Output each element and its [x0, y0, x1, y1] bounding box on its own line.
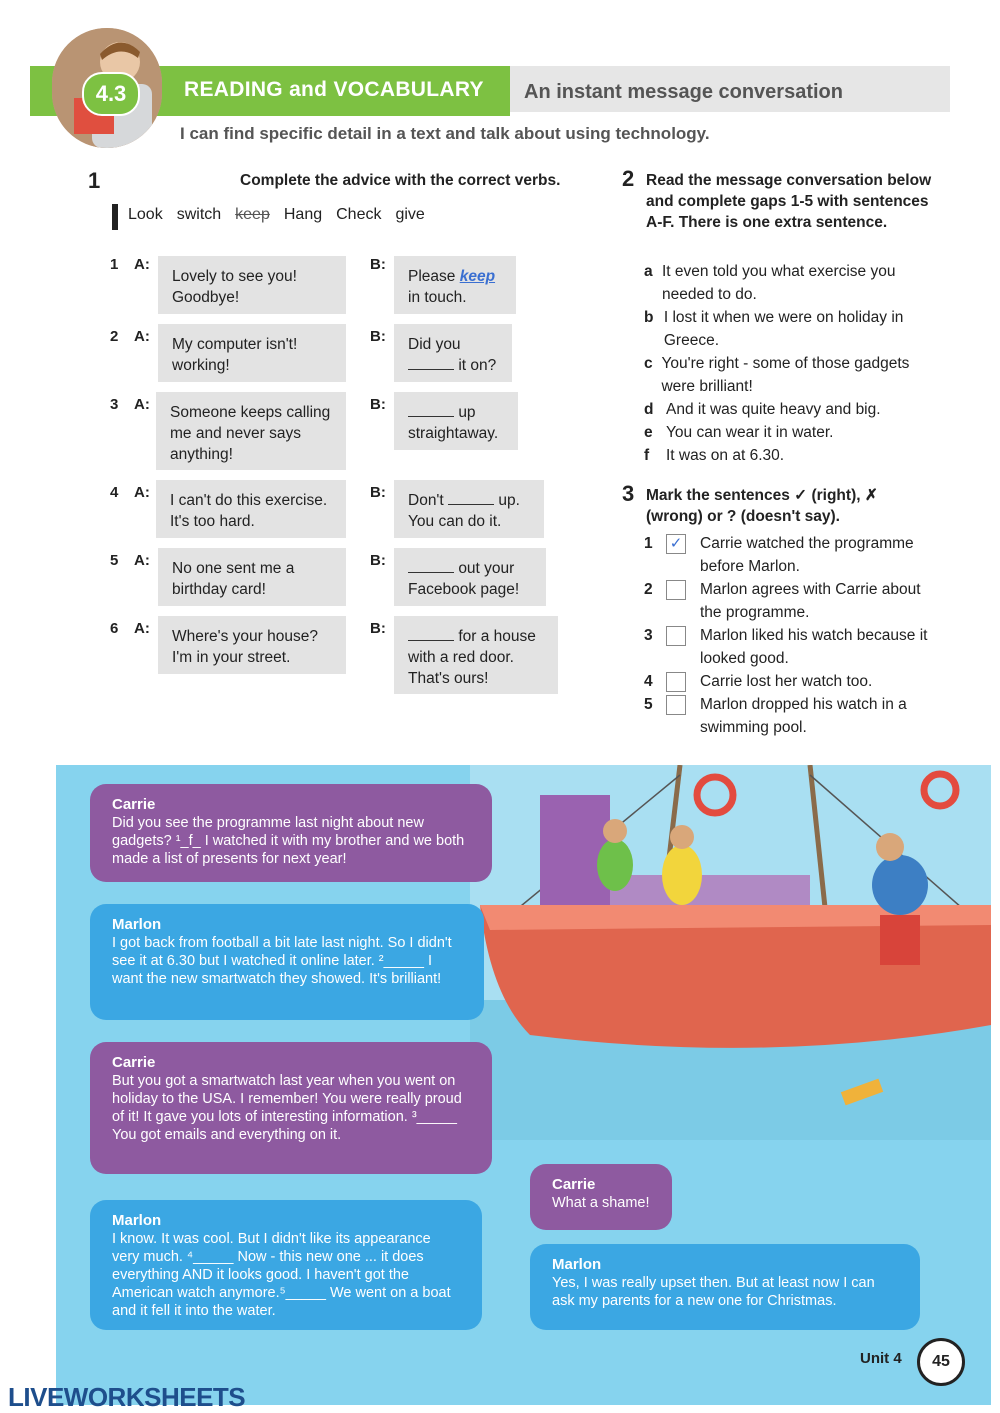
bubble-text: I can't do this exercise. It's too hard.	[170, 492, 328, 530]
word-give: give	[395, 206, 425, 223]
bubble-text: Someone keeps calling me and never says anything!	[170, 404, 331, 463]
message-sender: Marlon	[112, 916, 162, 933]
message-text: What a shame!	[552, 1195, 650, 1211]
option-key: e	[644, 424, 653, 441]
bubble-text: Lovely to see you! Goodbye!	[172, 268, 297, 306]
page-number: 45	[917, 1338, 965, 1386]
speech-bubble-a	[158, 256, 346, 314]
bubble-text: Where's your house? I'm in your street.	[172, 628, 318, 666]
message-sender: Carrie	[112, 1054, 156, 1071]
ex1-number: 1	[88, 168, 101, 193]
answer-input[interactable]	[408, 355, 454, 370]
speech-bubble-b	[394, 392, 518, 450]
chat-message-marlon	[530, 1244, 920, 1330]
item-number: 3	[644, 627, 653, 644]
speaker-b-label: B:	[370, 620, 386, 637]
answer-checkbox[interactable]: ✓	[666, 534, 686, 554]
boat-illustration	[470, 765, 991, 1140]
message-text: Yes, I was really upset then. But at least now I can ask my parents for a new one for Christmas.	[552, 1275, 875, 1309]
answer-checkbox[interactable]	[666, 626, 686, 646]
ex1-row-number: 3	[110, 396, 119, 413]
word-keep: keep	[235, 206, 270, 223]
ex1-row-number: 4	[110, 484, 119, 501]
item-number: 5	[644, 696, 653, 713]
statement-text: Carrie watched the programme before Marlon.	[700, 535, 914, 575]
option-text: You can wear it in water.	[666, 424, 834, 441]
answer-input[interactable]: keep	[459, 268, 496, 285]
bubble-text: My computer isn't! working!	[172, 336, 298, 374]
ex1-instruction: Complete the advice with the correct verbs.	[240, 172, 561, 189]
ex3-items	[644, 532, 934, 739]
option-item	[644, 260, 934, 306]
option-key: d	[644, 401, 654, 418]
statement-text: Marlon agrees with Carrie about the programme.	[700, 581, 921, 621]
option-item	[644, 398, 934, 421]
speaker-b-label: B:	[370, 256, 386, 273]
speaker-b-label: B:	[370, 396, 386, 413]
option-key: a	[644, 263, 653, 280]
ex1-row-number: 1	[110, 256, 119, 273]
answer-input[interactable]	[408, 626, 454, 641]
ex1-row-number: 5	[110, 552, 119, 569]
answer-checkbox[interactable]	[666, 695, 686, 715]
chat-message-carrie	[530, 1164, 672, 1230]
statement-item	[644, 532, 934, 578]
option-key: c	[644, 355, 653, 372]
word-hang: Hang	[283, 206, 323, 223]
option-text: And it was quite heavy and big.	[666, 401, 881, 418]
bubble-text: it on?	[458, 357, 497, 374]
message-text: I know. It was cool. But I didn't like its appearance very much. ⁴_____ Now - this new one ... it does everything AND it looks good. I haven't got the American watch anymore.⁵_____ We went on a boat and it fell it into the water.	[112, 1231, 451, 1319]
bubble-text: for a house with a red door. That's ours!	[408, 628, 536, 687]
chat-message-marlon	[90, 904, 484, 1020]
speech-bubble-b	[394, 616, 558, 694]
speech-bubble-b	[394, 324, 512, 382]
answer-input[interactable]	[448, 490, 494, 505]
bubble-text: Please	[408, 268, 460, 285]
word-check: Check	[336, 206, 382, 223]
answer-input[interactable]	[408, 402, 454, 417]
item-number: 2	[644, 581, 653, 598]
message-sender: Marlon	[112, 1212, 162, 1229]
speaker-a-label: A:	[134, 552, 150, 569]
speaker-a-label: A:	[134, 396, 150, 413]
speaker-b-label: B:	[370, 552, 386, 569]
speaker-a-label: A:	[134, 328, 150, 345]
bubble-text: No one sent me a birthday card!	[172, 560, 295, 598]
unit-label: Unit 4	[860, 1350, 902, 1367]
option-text: I lost it when we were on holiday in Greece.	[663, 309, 904, 349]
answer-checkbox[interactable]	[666, 672, 686, 692]
option-item	[644, 421, 934, 444]
bubble-text: up. You can do it.	[408, 492, 520, 530]
message-text: I got back from football a bit late last night. So I didn't see it at 6.30 but I watched it online later. ²_____ I want the new smartwatch they showed. It's brilliant!	[112, 935, 452, 987]
item-number: 1	[644, 535, 653, 552]
bubble-text: Did you	[408, 336, 461, 353]
ex2-options	[644, 260, 934, 467]
option-text: You're right - some of those gadgets were brilliant!	[661, 355, 910, 395]
ex3-instruction: Mark the sentences ✓ (right), ✗ (wrong) or ? (doesn't say).	[646, 487, 878, 525]
statement-text: Marlon liked his watch because it looked good.	[700, 627, 928, 667]
chat-message-carrie	[90, 784, 492, 882]
speech-bubble-a	[158, 616, 346, 674]
can-do-statement: I can find specific detail in a text and talk about using technology.	[180, 124, 710, 143]
ex3-number: 3	[622, 481, 635, 506]
statement-item	[644, 670, 934, 693]
speaker-a-label: A:	[134, 620, 150, 637]
option-text: It even told you what exercise you needed to do.	[661, 263, 896, 303]
speech-bubble-a	[158, 324, 346, 382]
message-text: Did you see the programme last night about new gadgets? ¹_f_ I watched it with my brother and we both made a list of presents for next year!	[112, 815, 465, 867]
message-sender: Marlon	[552, 1256, 602, 1273]
statement-text: Carrie lost her watch too.	[700, 673, 873, 690]
liveworksheets-logo: LIVEWORKSHEETS	[8, 1382, 246, 1412]
speech-bubble-a	[158, 548, 346, 606]
word-look: Look	[128, 206, 163, 223]
option-item	[644, 352, 934, 398]
bubble-text: in touch.	[408, 289, 467, 306]
ex2-instruction: Read the message conversation below and complete gaps 1-5 with sentences A-F. There is one extra sentence.	[646, 172, 932, 231]
message-sender: Carrie	[552, 1176, 596, 1193]
option-text: It was on at 6.30.	[666, 447, 785, 464]
bubble-text: out your Facebook page!	[408, 560, 520, 598]
speaker-a-label: A:	[134, 256, 150, 273]
message-text: But you got a smartwatch last year when you went on holiday to the USA. I remember! You were really proud of it! It gave you lots of interesting information. ³_____ You got emails and everything on it.	[112, 1073, 462, 1143]
ex1-row-number: 2	[110, 328, 119, 345]
statement-item	[644, 693, 934, 739]
ex2-number: 2	[622, 166, 635, 191]
answer-input[interactable]	[408, 558, 454, 573]
message-sender: Carrie	[112, 796, 156, 813]
word-box	[128, 206, 425, 224]
option-key: b	[644, 309, 654, 326]
chat-message-carrie	[90, 1042, 492, 1174]
speech-bubble-b	[394, 480, 544, 538]
speech-bubble-b	[394, 548, 546, 606]
speech-bubble-a	[156, 480, 346, 538]
word-box-marker	[112, 204, 118, 230]
bubble-text: Don't	[408, 492, 444, 509]
option-item	[644, 306, 934, 352]
option-item	[644, 444, 934, 467]
speaker-b-label: B:	[370, 484, 386, 501]
speaker-a-label: A:	[134, 484, 150, 501]
statement-item	[644, 578, 934, 624]
answer-checkbox[interactable]	[666, 580, 686, 600]
ex1-row-number: 6	[110, 620, 119, 637]
statement-item	[644, 624, 934, 670]
option-key: f	[644, 447, 650, 464]
item-number: 4	[644, 673, 653, 690]
speaker-b-label: B:	[370, 328, 386, 345]
speech-bubble-b	[394, 256, 516, 314]
page-subtitle: An instant message conversation	[524, 81, 843, 103]
statement-text: Marlon dropped his watch in a swimming pool.	[700, 696, 907, 736]
bubble-text: up straightaway.	[408, 404, 499, 442]
lesson-number: 4.3	[82, 72, 140, 116]
page-title: READING and VOCABULARY	[184, 78, 484, 101]
speech-bubble-a	[156, 392, 346, 470]
word-switch: switch	[176, 206, 222, 223]
chat-message-marlon	[90, 1200, 482, 1330]
